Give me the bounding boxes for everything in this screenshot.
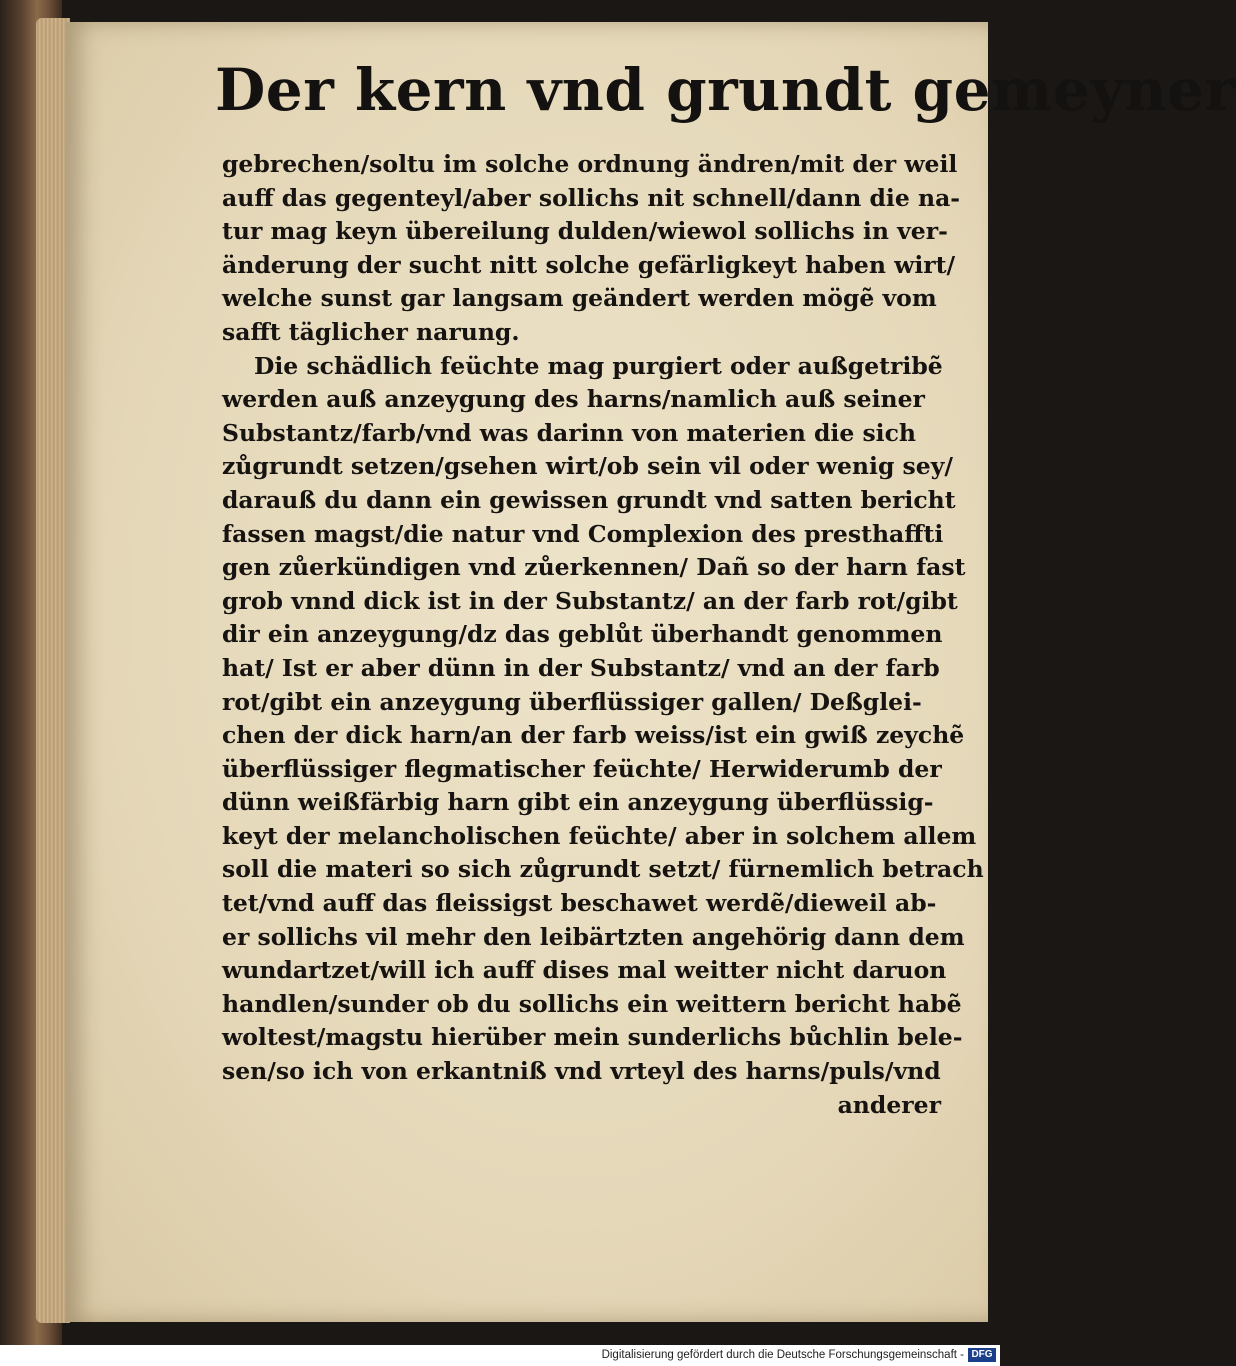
dfg-logo: DFG xyxy=(968,1348,996,1362)
running-header: Der kern vnd grundt gemeyner xyxy=(215,56,1236,124)
text-line: woltest/magstu hierüber mein sunderlichs bůchlin bele- xyxy=(222,1023,963,1052)
footer-credit: Digitalisierung gefördert durch die Deutsche Forschungsgemeinschaft - xyxy=(601,1349,964,1361)
text-line: hat/ Ist er aber dünn in der Substantz/ vnd an der farb xyxy=(222,653,940,682)
text-line: fassen magst/die natur vnd Complexion des presthaffti xyxy=(222,519,944,548)
catchword: anderer xyxy=(837,1090,941,1119)
page-stack xyxy=(36,18,70,1323)
text-line: änderung der sucht nitt solche gefärligkeyt haben wirt/ xyxy=(222,250,956,279)
text-line: wundartzet/will ich auff dises mal weitter nicht daruon xyxy=(222,956,947,985)
text-line: grob vnnd dick ist in der Substantz/ an der farb rot/gibt xyxy=(222,586,958,615)
text-line: tur mag keyn übereilung dulden/wiewol sollichs in ver- xyxy=(222,217,948,246)
text-line: werden auß anzeygung des harns/namlich auß seiner xyxy=(222,385,925,414)
text-line: tet/vnd auff das fleissigst beschawet werdẽ/dieweil ab- xyxy=(222,889,937,918)
text-line: gebrechen/soltu im solche ordnung ändren/mit der weil xyxy=(222,150,958,178)
text-line: dir ein anzeygung/dz das geblůt überhandt genommen xyxy=(222,620,943,649)
text-line: zůgrundt setzen/gsehen wirt/ob sein vil oder wenig sey/ xyxy=(222,452,953,481)
text-line: gen zůerkündigen vnd zůerkennen/ Dañ so der harn fast xyxy=(222,553,966,582)
text-line: überflüssiger flegmatischer feüchte/ Herwiderumb der xyxy=(222,754,942,783)
text-line: sen/so ich von erkantniß vnd vrteyl des harns/puls/vnd xyxy=(222,1057,941,1086)
text-line: soll die materi so sich zůgrundt setzt/ fürnemlich betrach xyxy=(222,855,984,884)
text-line: dünn weißfärbig harn gibt ein anzeygung überflüssig- xyxy=(222,788,934,817)
text-line: Die schädlich feüchte mag purgiert oder außgetribẽ xyxy=(254,351,943,380)
text-line: darauß du dann ein gewissen grundt vnd satten bericht xyxy=(222,485,956,514)
text-line: safft täglicher narung. xyxy=(222,317,520,346)
text-line: chen der dick harn/an der farb weiss/ist ein gwiß zeychẽ xyxy=(222,721,965,750)
text-line: welche sunst gar langsam geändert werden mögẽ vom xyxy=(222,284,937,313)
text-line: rot/gibt ein anzeygung überflüssiger gallen/ Deßglei- xyxy=(222,687,922,716)
text-line: handlen/sunder ob du sollichs ein weittern bericht habẽ xyxy=(222,989,962,1018)
text-line: keyt der melancholischen feüchte/ aber in solchem allem xyxy=(222,821,977,850)
text-line: Substantz/farb/vnd was darinn von materien die sich xyxy=(222,418,917,447)
text-line: er sollichs vil mehr den leibärtzten angehörig dann dem xyxy=(222,922,965,951)
body-text xyxy=(222,148,984,1122)
text-line: auff das gegenteyl/aber sollichs nit schnell/dann die na- xyxy=(222,183,961,212)
